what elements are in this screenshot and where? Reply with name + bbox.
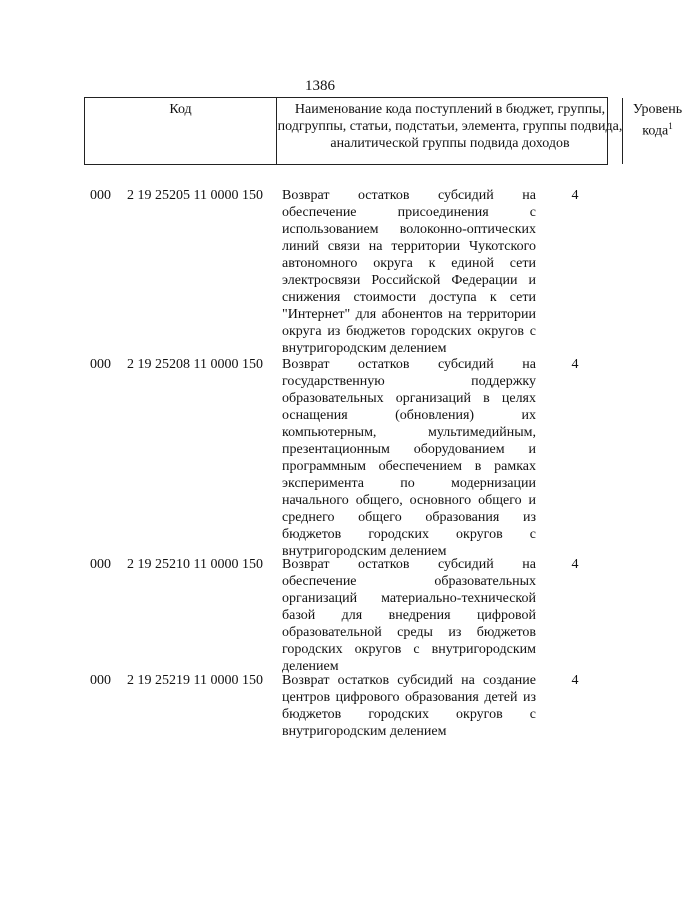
header-level xyxy=(622,98,692,164)
page-number: 1386 xyxy=(305,78,335,94)
admin-code: 000 xyxy=(90,557,111,572)
code-level: 4 xyxy=(571,673,579,688)
income-code: 2 19 25219 11 0000 150 xyxy=(127,673,263,688)
income-name: Возврат остатков субсидий на обеспечение присоединения с использованием волоконно-оптических линий связи на территории Чукотского автономного округа к единой сети электросвязи Российской Федерации и снижения стоимости доступа к сети "Интернет" для абонентов на территории округа из бюджетов городских округов с внутригородским делением xyxy=(282,188,536,356)
code-level: 4 xyxy=(571,188,579,203)
income-code: 2 19 25210 11 0000 150 xyxy=(127,557,263,572)
table-header xyxy=(84,97,683,165)
header-level-footnote: 1 xyxy=(668,121,673,131)
income-name: Возврат остатков субсидий на обеспечение образовательных организаций материально-технической базой для внедрения цифровой образовательной среды из бюджетов городских округов с внутригородским делением xyxy=(282,557,536,674)
code-level: 4 xyxy=(571,557,579,572)
admin-code: 000 xyxy=(90,357,111,372)
income-name: Возврат остатков субсидий на государственную поддержку образовательных организаций в целях оснащения (обновления) их компьютерным, мультимедийным, презентационным оборудованием и программным обеспечением в рамках эксперимента по модернизации начального общего, основного общего и среднего общего образования из бюджетов городских округов с внутригородским делением xyxy=(282,357,536,559)
income-name: Возврат остатков субсидий на создание центров цифрового образования детей из бюджетов городских округов с внутригородским делением xyxy=(282,673,536,739)
income-code: 2 19 25205 11 0000 150 xyxy=(127,188,263,203)
admin-code: 000 xyxy=(90,673,111,688)
header-level-label: Уровень кода xyxy=(632,102,683,139)
income-code: 2 19 25208 11 0000 150 xyxy=(127,357,263,372)
code-level: 4 xyxy=(571,357,579,372)
header-code: Код xyxy=(85,98,277,164)
header-name: Наименование кода поступлений в бюджет, группы, подгруппы, статьи, подстатьи, элемента, группы подвида, аналитической группы подвида доходов xyxy=(277,102,623,151)
admin-code: 000 xyxy=(90,188,111,203)
